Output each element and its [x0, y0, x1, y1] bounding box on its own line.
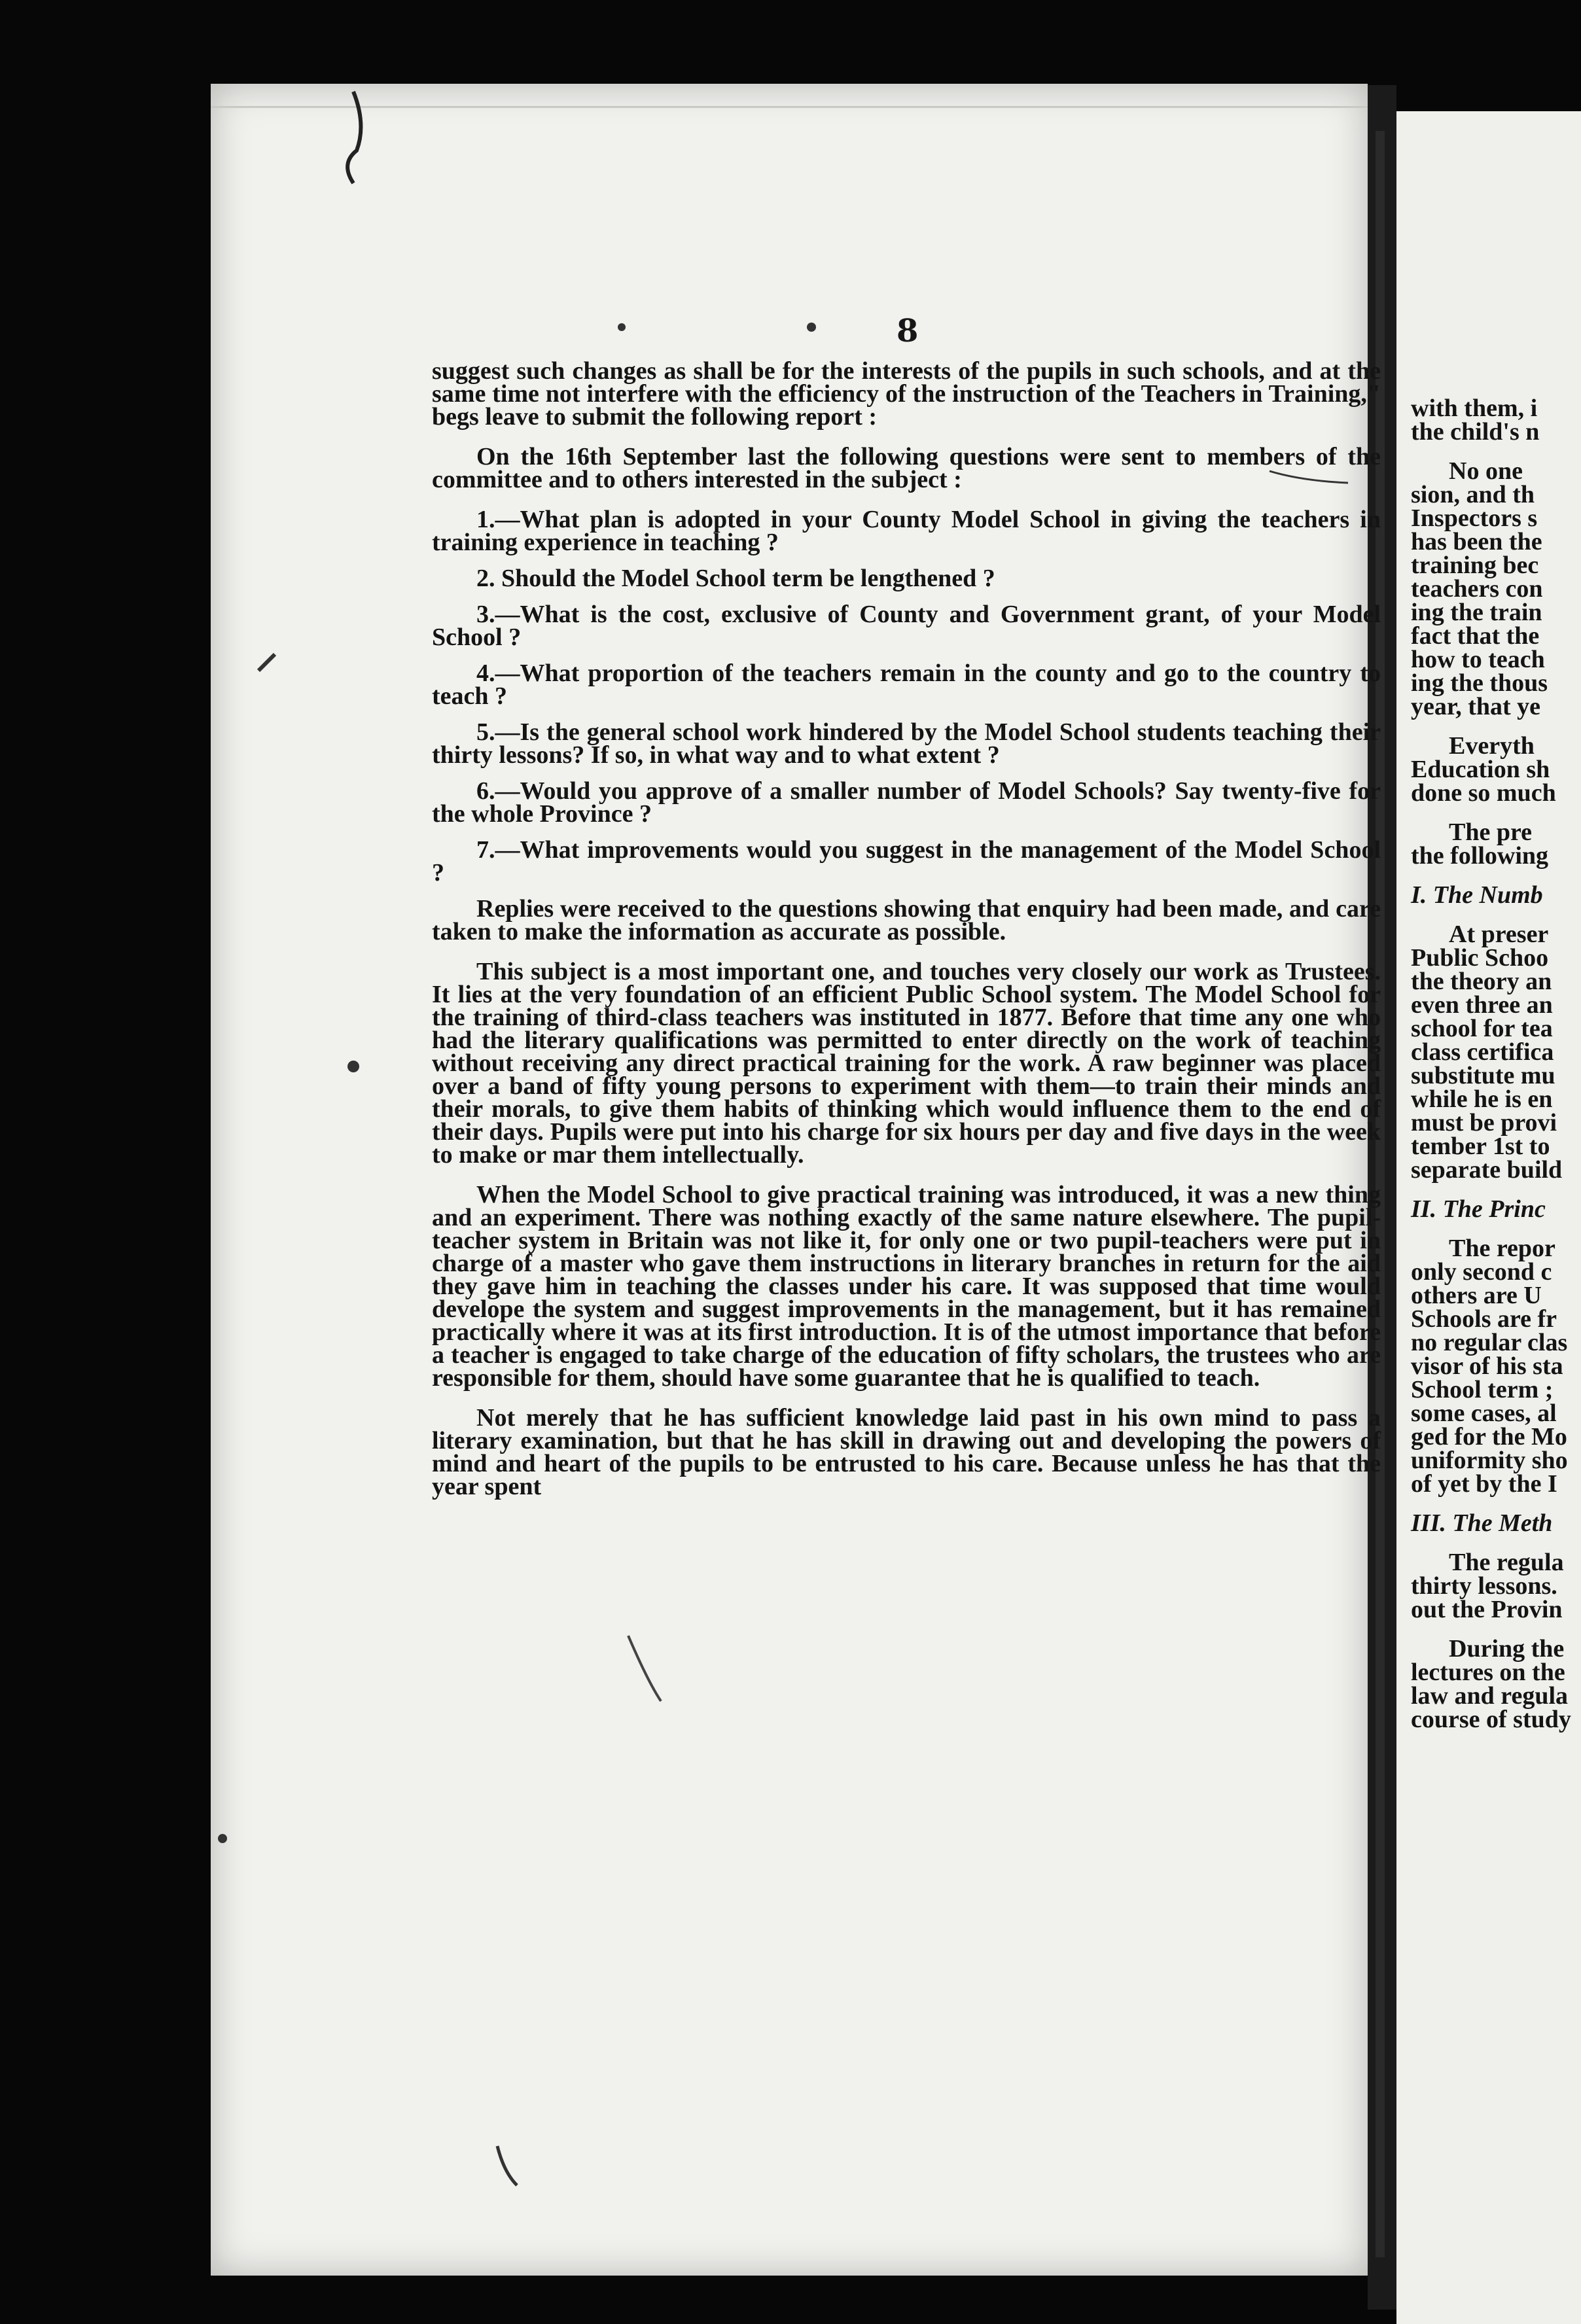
paragraph: Replies were received to the questions showing that enquiry had been made, and care taken to make the information as accurate as possible. [432, 895, 1381, 945]
question-item: 2. Should the Model School term be lengthened ? [476, 565, 995, 592]
section-heading: I. The Numb [1411, 881, 1543, 909]
text-line: ged for the Mo [1411, 1423, 1567, 1451]
text-line: how to teach [1411, 646, 1545, 673]
text-line: Schools are fr [1411, 1305, 1557, 1333]
text-line: Inspectors s [1411, 504, 1538, 532]
paragraph: Not merely that he has sufficient knowledge laid past in his own mind to pass a literary examination, but that he has skill in drawing out and developing the powers of mind and heart of the pupils to be entrusted to his care. Because unless he has that the year spent [432, 1404, 1381, 1500]
text-line: even three an [1411, 991, 1553, 1019]
text-line: no regular clas [1411, 1329, 1568, 1356]
text-line: has been the [1411, 528, 1542, 555]
text-line: others are U [1411, 1282, 1542, 1309]
question-item: 7.—What improvements would you suggest in the management of the Model School ? [432, 836, 1381, 887]
section-heading: III. The Meth [1411, 1509, 1553, 1537]
paragraph: When the Model School to give practical training was introduced, it was a new thing and an experiment. There was nothing exactly of the same nature elsewhere. The pupil-teacher system in Britain was not like it, for only one or two pupil-teachers were put in charge of a master who gave them instructions in literary branches in return for the aid they gave him in teaching the classes under his care. It was supposed that time would develope the system and suggest improvements in the management, but it has remained practically where it was at its first introduction. It is of the utmost importance that before a teacher is engaged to take charge of the education of fifty scholars, the trustees who are responsible for them, should have some guarantee that he is qualified to teach. [432, 1181, 1381, 1392]
page-number: 8 [897, 313, 919, 349]
text-line: some cases, al [1411, 1400, 1557, 1427]
text-line: only second c [1411, 1258, 1552, 1286]
paragraph: On the 16th September last the following questions were sent to members of the committee and to others interested in the subject : [432, 443, 1381, 493]
text-line: the theory an [1411, 968, 1552, 995]
text-line: with them, i [1411, 395, 1538, 422]
question-item: 1.—What plan is adopted in your County Model School in giving the teachers in training experience in teaching ? [432, 506, 1381, 556]
text-line: separate build [1411, 1156, 1563, 1184]
text-line: The regula [1449, 1549, 1564, 1576]
text-line: thirty lessons. [1411, 1572, 1557, 1600]
text-line: course of study [1411, 1706, 1571, 1733]
text-line: At preser [1449, 921, 1549, 948]
text-line: the following [1411, 842, 1549, 870]
text-line: School term ; [1411, 1376, 1554, 1403]
text-line: No one [1449, 457, 1523, 485]
text-line: school for tea [1411, 1015, 1553, 1042]
text-line: out the Provin [1411, 1596, 1563, 1623]
text-line: ing the thous [1411, 669, 1548, 697]
text-line: the child's n [1411, 418, 1540, 446]
text-line: Public Schoo [1411, 944, 1549, 972]
text-line: law and regula [1411, 1682, 1569, 1710]
paragraph: suggest such changes as shall be for the interests of the pupils in such schools, and at the same time not interfere with the efficiency of the instruction of the Teachers in Training," begs leave to submit the following report : [432, 357, 1381, 431]
question-item: 5.—Is the general school work hindered by the Model School students teaching their thirty lessons? If so, in what way and to what extent ? [432, 718, 1381, 769]
text-line: of yet by the I [1411, 1470, 1557, 1498]
text-line: teachers con [1411, 575, 1543, 603]
text-line: substitute mu [1411, 1062, 1555, 1089]
text-line: ing the train [1411, 599, 1542, 626]
text-line: class certifica [1411, 1038, 1554, 1066]
text-line: training bec [1411, 552, 1539, 579]
text-line: uniformity sho [1411, 1447, 1568, 1474]
text-line: visor of his sta [1411, 1352, 1563, 1380]
text-line: fact that the [1411, 622, 1540, 650]
text-line: done so much [1411, 779, 1556, 807]
paragraph: This subject is a most important one, and touches very closely our work as Trustees. It lies at the very foundation of an efficient Public School system. The Model School for the training of third-class teachers was instituted in 1877. Before that time any one who had the literary qualifications was permitted to enter directly on the work of teaching without receiving any direct practical training for the work. A raw beginner was placed over a band of fifty young persons to experiment with them—to train their minds and their morals, to give them habits of thinking which would influence them to the end of their days. Pupils were put into his charge for six hours per day and five days in the week to make or mar them intellectually. [432, 958, 1381, 1169]
text-line: while he is en [1411, 1085, 1553, 1113]
text-line: year, that ye [1411, 693, 1541, 720]
section-heading: II. The Princ [1411, 1195, 1546, 1223]
question-item: 4.—What proportion of the teachers remain in the county and go to the country to teach ? [432, 660, 1381, 710]
text-line: Education sh [1411, 756, 1550, 783]
text-line: tember 1st to [1411, 1133, 1550, 1160]
text-line: lectures on the [1411, 1659, 1565, 1686]
text-line: During the [1449, 1635, 1565, 1663]
text-line: sion, and th [1411, 481, 1535, 508]
text-line: must be provi [1411, 1109, 1557, 1136]
question-item: 3.—What is the cost, exclusive of County and Government grant, of your Model School ? [432, 601, 1381, 651]
text-line: The pre [1449, 819, 1533, 846]
text-line: The repor [1449, 1235, 1555, 1262]
question-item: 6.—Would you approve of a smaller number of Model Schools? Say twenty-five for the whole Province ? [432, 777, 1381, 828]
text-line: Everyth [1449, 732, 1535, 760]
